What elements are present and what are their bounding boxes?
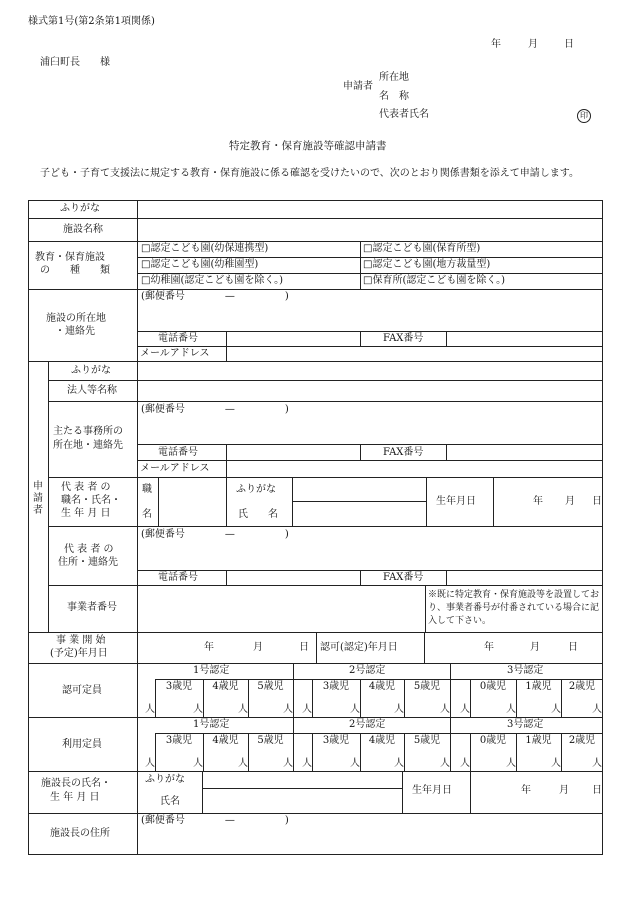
unit-person: 人 bbox=[440, 758, 450, 769]
facility-furigana-label: ふりがな bbox=[60, 203, 100, 214]
age-header: 2歳児 bbox=[568, 735, 596, 746]
office-postal-code: (郵便番号 — ) bbox=[141, 404, 289, 415]
age-header: 4歳児 bbox=[368, 681, 396, 692]
age-header: 4歳児 bbox=[212, 735, 239, 746]
unit-person: 人 bbox=[592, 704, 602, 715]
age-header: 3歳児 bbox=[322, 735, 350, 746]
rep-postal-code: (郵便番号 — ) bbox=[141, 529, 289, 540]
approval-day: 日 bbox=[568, 642, 578, 653]
rep-birth-month: 月 bbox=[565, 496, 575, 507]
age-header: 5歳児 bbox=[413, 735, 441, 746]
rep-title-char: 職 bbox=[142, 484, 152, 495]
director-furigana-label: ふりがな bbox=[145, 774, 185, 785]
unit-person: 人 bbox=[302, 758, 312, 769]
business-number-label: 事業者番号 bbox=[67, 602, 117, 613]
approval-month: 月 bbox=[530, 642, 540, 653]
unit-person: 人 bbox=[238, 704, 248, 715]
facility-phone-label: 電話番号 bbox=[158, 333, 198, 344]
rep-address-label-2: 住所・連絡先 bbox=[58, 557, 118, 568]
business-number-note: ※既に特定教育・保育施設等を設置しており、事業者番号が付番されている場合に記入して下さい。 bbox=[428, 590, 600, 626]
unit-person: 人 bbox=[238, 758, 248, 769]
cert3-header: 3号認定 bbox=[507, 719, 544, 730]
director-name-label: 氏名 bbox=[160, 796, 180, 807]
unit-person: 人 bbox=[506, 758, 516, 769]
rep-birth-day: 日 bbox=[592, 496, 602, 507]
intro-text: 子ども・子育て支援法に規定する教育・保育施設に係る確認を受けたいので、次のとおり関係書類を添えて申請します。 bbox=[40, 168, 579, 179]
director-label-1: 施設長の氏名・ bbox=[41, 778, 111, 789]
unit-person: 人 bbox=[551, 704, 561, 715]
age-header: 3歳児 bbox=[165, 735, 193, 746]
age-header: 4歳児 bbox=[212, 681, 239, 692]
unit-person: 人 bbox=[283, 704, 293, 715]
rep-phone-label: 電話番号 bbox=[158, 572, 198, 583]
office-phone-label: 電話番号 bbox=[158, 447, 198, 458]
facility-fax-label: FAX番号 bbox=[383, 333, 424, 344]
age-header: 0歳児 bbox=[479, 735, 507, 746]
director-address-label: 施設長の住所 bbox=[50, 828, 110, 839]
age-header: 1歳児 bbox=[525, 735, 552, 746]
unit-person: 人 bbox=[283, 758, 293, 769]
start-date-label-1: 事 業 開 始 bbox=[56, 635, 106, 646]
applicant-vertical-char: 請 bbox=[33, 493, 43, 504]
corp-name-label: 法人等名称 bbox=[67, 385, 117, 396]
unit-person: 人 bbox=[506, 704, 516, 715]
facility-type-option[interactable]: □認定こども園(幼稚園型) bbox=[141, 259, 259, 270]
age-header: 3歳児 bbox=[322, 681, 350, 692]
facility-type-label-2: の 種 類 bbox=[40, 265, 110, 276]
director-label-2: 生 年 月 日 bbox=[50, 792, 100, 803]
unit-person: 人 bbox=[145, 704, 155, 715]
unit-person: 人 bbox=[551, 758, 561, 769]
director-birthdate-label: 生年月日 bbox=[412, 785, 452, 796]
facility-type-option[interactable]: □認定こども園(幼保連携型) bbox=[141, 243, 269, 254]
unit-person: 人 bbox=[460, 758, 470, 769]
rep-fax-label: FAX番号 bbox=[383, 572, 424, 583]
cert2-header: 2号認定 bbox=[349, 719, 386, 730]
rep-address-label-1: 代 表 者 の bbox=[64, 544, 114, 555]
age-header: 5歳児 bbox=[257, 681, 284, 692]
director-birth-month: 月 bbox=[559, 785, 569, 796]
approved-capacity-label: 認可定員 bbox=[62, 685, 102, 696]
applicant-vertical-char: 申 bbox=[33, 481, 43, 492]
address-label: 所在地 bbox=[379, 72, 409, 83]
cert1-header: 1号認定 bbox=[193, 719, 230, 730]
facility-type-option[interactable]: □保育所(認定こども園を除く。) bbox=[363, 275, 506, 286]
approval-date-label: 認可(認定)年月日 bbox=[320, 642, 398, 653]
rep-label-2: 職名・氏名・ bbox=[61, 495, 121, 506]
director-birth-day: 日 bbox=[592, 785, 602, 796]
age-header: 1歳児 bbox=[525, 681, 552, 692]
facility-email-label: メールアドレス bbox=[140, 348, 210, 359]
office-fax-label: FAX番号 bbox=[383, 447, 424, 458]
date-year-label: 年 bbox=[491, 39, 501, 50]
rep-title-char: 名 bbox=[142, 509, 152, 520]
facility-location-label-2: ・連絡先 bbox=[55, 326, 95, 337]
unit-person: 人 bbox=[350, 704, 360, 715]
form-number: 様式第1号(第2条第1項関係) bbox=[28, 16, 155, 27]
age-header: 4歳児 bbox=[368, 735, 396, 746]
representative-label: 代表者氏名 bbox=[379, 109, 429, 120]
facility-type-option[interactable]: □認定こども園(保育所型) bbox=[363, 243, 481, 254]
office-label-2: 所在地・連絡先 bbox=[53, 440, 123, 451]
unit-person: 人 bbox=[394, 704, 404, 715]
facility-type-label-1: 教育・保育施設 bbox=[35, 252, 105, 263]
approval-year: 年 bbox=[484, 642, 494, 653]
unit-person: 人 bbox=[350, 758, 360, 769]
facility-postal-code: (郵便番号 — ) bbox=[141, 291, 289, 302]
seal-mark: 印 bbox=[577, 109, 591, 123]
facility-type-option[interactable]: □幼稚園(認定こども園を除く。) bbox=[141, 275, 284, 286]
age-header: 3歳児 bbox=[165, 681, 193, 692]
cert2-header: 2号認定 bbox=[349, 665, 386, 676]
director-birth-year: 年 bbox=[521, 785, 531, 796]
office-label-1: 主たる事務所の bbox=[53, 426, 123, 437]
facility-name-label: 施設名称 bbox=[63, 224, 103, 235]
rep-birthdate-label: 生年月日 bbox=[436, 496, 476, 507]
rep-label-3: 生 年 月 日 bbox=[61, 508, 111, 519]
cert1-header: 1号認定 bbox=[193, 665, 230, 676]
unit-person: 人 bbox=[592, 758, 602, 769]
date-day-label: 日 bbox=[564, 39, 574, 50]
applicant-label: 申請者 bbox=[343, 81, 373, 92]
unit-person: 人 bbox=[460, 704, 470, 715]
date-month-label: 月 bbox=[528, 39, 538, 50]
start-day: 日 bbox=[299, 642, 309, 653]
unit-person: 人 bbox=[440, 704, 450, 715]
start-month: 月 bbox=[253, 642, 263, 653]
rep-label-1: 代 表 者 の bbox=[61, 482, 111, 493]
unit-person: 人 bbox=[302, 704, 312, 715]
rep-name-label: 氏 名 bbox=[238, 509, 278, 520]
age-header: 5歳児 bbox=[413, 681, 441, 692]
office-email-label: メールアドレス bbox=[140, 463, 210, 474]
unit-person: 人 bbox=[145, 758, 155, 769]
facility-location-label-1: 施設の所在地 bbox=[46, 313, 106, 324]
cert3-header: 3号認定 bbox=[507, 665, 544, 676]
unit-person: 人 bbox=[193, 704, 203, 715]
rep-birth-year: 年 bbox=[533, 496, 543, 507]
age-header: 2歳児 bbox=[568, 681, 596, 692]
start-year: 年 bbox=[204, 642, 214, 653]
usage-capacity-label: 利用定員 bbox=[62, 739, 102, 750]
start-date-label-2: (予定)年月日 bbox=[50, 648, 108, 659]
addressee: 浦臼町長 様 bbox=[40, 57, 110, 68]
director-postal-code: (郵便番号 — ) bbox=[141, 815, 289, 826]
applicant-vertical-char: 者 bbox=[33, 505, 43, 516]
corp-furigana-label: ふりがな bbox=[71, 365, 111, 376]
name-label: 名 称 bbox=[379, 91, 409, 102]
rep-furigana-label: ふりがな bbox=[236, 484, 276, 495]
unit-person: 人 bbox=[394, 758, 404, 769]
unit-person: 人 bbox=[193, 758, 203, 769]
age-header: 5歳児 bbox=[257, 735, 284, 746]
age-header: 0歳児 bbox=[479, 681, 507, 692]
document-title: 特定教育・保育施設等確認申請書 bbox=[229, 140, 387, 152]
facility-type-option[interactable]: □認定こども園(地方裁量型) bbox=[363, 259, 491, 270]
